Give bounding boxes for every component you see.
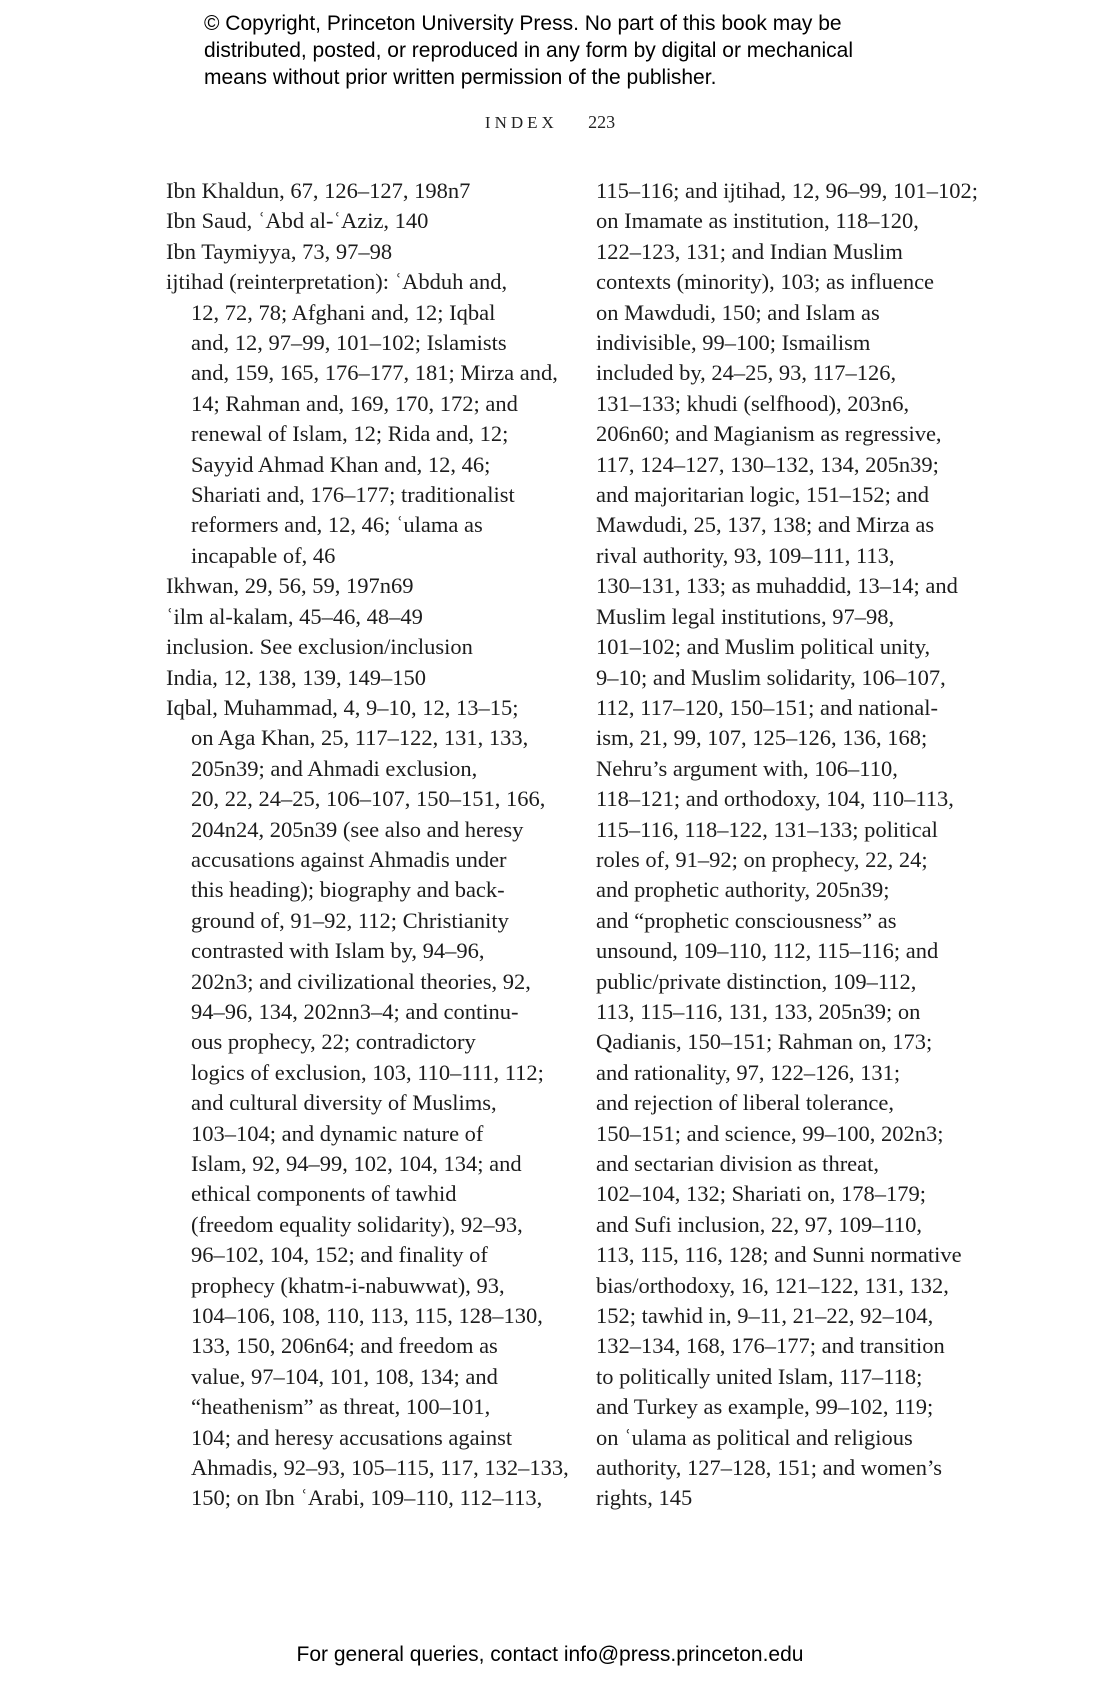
index-subentry-line: and, 159, 165, 176–177, 181; Mirza and,	[191, 360, 558, 386]
running-head-label: INDEX	[484, 113, 558, 132]
index-subentry-line: 9–10; and Muslim solidarity, 106–107,	[596, 664, 946, 690]
index-subentry-line: 96–102, 104, 152; and finality of	[191, 1242, 488, 1268]
index-subentry-line: 112, 117–120, 150–151; and national-	[596, 694, 939, 720]
index-subentry-line: 20, 22, 24–25, 106–107, 150–151, 166,	[191, 786, 546, 812]
index-subentry-line: incapable of, 46	[191, 542, 336, 568]
index-subentry-line: and cultural diversity of Muslims,	[191, 1090, 497, 1116]
index-subentry-line: Islam, 92, 94–99, 102, 104, 134; and	[191, 1151, 522, 1176]
index-subentry-line: 101–102; and Muslim political unity,	[596, 634, 931, 660]
index-subentry-line: Ahmadis, 92–93, 105–115, 117, 132–133,	[191, 1455, 569, 1481]
index-subentry-line: ethical components of tawhid	[191, 1181, 457, 1207]
index-subentry-line: Sayyid Ahmad Khan and, 12, 46;	[191, 451, 491, 477]
index-entry-line: Iqbal, Muhammad, 4, 9–10, 12, 13–15;	[166, 694, 519, 720]
index-entry-line: ijtihad (reinterpretation): ʿAbduh and,	[166, 269, 508, 295]
index-subentry-line: reformers and, 12, 46; ʿulama as	[191, 512, 483, 538]
index-subentry-line: ism, 21, 99, 107, 125–126, 136, 168;	[596, 725, 928, 751]
index-subentry-line: 113, 115, 116, 128; and Sunni normative	[596, 1242, 962, 1268]
index-subentry-line: 118–121; and orthodoxy, 104, 110–113,	[596, 786, 954, 812]
index-subentry-line: and, 12, 97–99, 101–102; Islamists	[191, 330, 507, 356]
index-subentry-line: and Sufi inclusion, 22, 97, 109–110,	[596, 1211, 923, 1237]
running-head	[0, 112, 1100, 133]
index-subentry-line: value, 97–104, 101, 108, 134; and	[191, 1363, 498, 1389]
footer-contact: For general queries, contact info@press.princeton.edu	[296, 1643, 804, 1666]
index-subentry-line: 115–116; and ijtihad, 12, 96–99, 101–102;	[596, 178, 979, 203]
copyright-line: © Copyright, Princeton University Press. No part of this book may be	[204, 12, 842, 35]
index-subentry-line: and Turkey as example, 99–102, 119;	[596, 1394, 934, 1420]
index-subentry-line: unsound, 109–110, 112, 115–116; and	[596, 938, 939, 964]
index-subentry-line: 202n3; and civilizational theories, 92,	[191, 968, 531, 994]
index-subentry-line: on ʿulama as political and religious	[596, 1424, 913, 1450]
index-entry-line: Ibn Saud, ʿAbd al-ʿAziz, 140	[166, 208, 429, 234]
index-subentry-line: bias/orthodoxy, 16, 121–122, 131, 132,	[596, 1272, 949, 1298]
index-entry-line: India, 12, 138, 139, 149–150	[166, 664, 426, 690]
index-subentry-line: 115–116, 118–122, 131–133; political	[596, 816, 938, 842]
index-subentry-line: 131–133; khudi (selfhood), 203n6,	[596, 390, 910, 416]
copyright-line: distributed, posted, or reproduced in any form by digital or mechanical	[204, 39, 854, 62]
index-subentry-line: 104; and heresy accusations against	[191, 1424, 513, 1450]
index-subentry-line: and rationality, 97, 122–126, 131;	[596, 1059, 901, 1085]
index-subentry-line: Mawdudi, 25, 137, 138; and Mirza as	[596, 512, 935, 538]
index-subentry-line: 14; Rahman and, 169, 170, 172; and	[191, 390, 518, 416]
copyright-line: means without prior written permission of the publisher.	[204, 66, 717, 89]
index-entry-line: ʿilm al-kalam, 45–46, 48–49	[166, 603, 423, 629]
index-subentry-line: 150; on Ibn ʿArabi, 109–110, 112–113,	[191, 1485, 543, 1511]
index-subentry-line: “heathenism” as threat, 100–101,	[191, 1394, 491, 1420]
index-subentry-line: 12, 72, 78; Afghani and, 12; Iqbal	[191, 299, 496, 325]
index-subentry-line: (freedom equality solidarity), 92–93,	[191, 1211, 523, 1237]
index-subentry-line: indivisible, 99–100; Ismailism	[596, 330, 871, 356]
index-entry-line: Ibn Khaldun, 67, 126–127, 198n7	[166, 178, 471, 203]
index-subentry-line: Shariati and, 176–177; traditionalist	[191, 482, 515, 508]
index-subentry-line: 132–134, 168, 176–177; and transition	[596, 1333, 945, 1359]
index-subentry-line: Nehru’s argument with, 106–110,	[596, 755, 898, 781]
index-column-right	[596, 176, 979, 1514]
index-entry-line: Ibn Taymiyya, 73, 97–98	[166, 238, 393, 264]
index-subentry-line: Muslim legal institutions, 97–98,	[596, 603, 895, 629]
index-subentry-line: contexts (minority), 103; as influence	[596, 269, 935, 295]
index-subentry-line: 94–96, 134, 202nn3–4; and continu-	[191, 998, 519, 1024]
index-subentry-line: included by, 24–25, 93, 117–126,	[596, 360, 897, 386]
index-subentry-line: roles of, 91–92; on prophecy, 22, 24;	[596, 846, 928, 872]
index-subentry-line: ous prophecy, 22; contradictory	[191, 1029, 476, 1055]
index-subentry-line: 102–104, 132; Shariati on, 178–179;	[596, 1181, 926, 1207]
index-subentry-line: 117, 124–127, 130–132, 134, 205n39;	[596, 451, 939, 477]
index-subentry-line: 205n39; and Ahmadi exclusion,	[191, 755, 478, 781]
index-subentry-line: 204n24, 205n39 (see also and heresy	[191, 816, 524, 842]
index-subentry-line: 150–151; and science, 99–100, 202n3;	[596, 1120, 944, 1146]
index-subentry-line: Qadianis, 150–151; Rahman on, 173;	[596, 1029, 933, 1055]
index-subentry-line: on Imamate as institution, 118–120,	[596, 208, 919, 234]
copyright-notice	[204, 10, 924, 91]
index-subentry-line: rights, 145	[596, 1485, 693, 1511]
index-entry-line: Ikhwan, 29, 56, 59, 197n69	[166, 573, 414, 599]
index-subentry-line: rival authority, 93, 109–111, 113,	[596, 542, 895, 568]
index-subentry-line: and sectarian division as threat,	[596, 1151, 880, 1176]
index-subentry-line: on Mawdudi, 150; and Islam as	[596, 299, 880, 325]
index-column-left	[166, 176, 569, 1514]
index-subentry-line: and majoritarian logic, 151–152; and	[596, 482, 930, 508]
index-subentry-line: 103–104; and dynamic nature of	[191, 1120, 484, 1146]
index-subentry-line: and rejection of liberal tolerance,	[596, 1090, 894, 1116]
index-subentry-line: and prophetic authority, 205n39;	[596, 877, 890, 903]
index-subentry-line: 104–106, 108, 110, 113, 115, 128–130,	[191, 1303, 543, 1329]
index-subentry-line: this heading); biography and back-	[191, 877, 505, 903]
index-subentry-line: on Aga Khan, 25, 117–122, 131, 133,	[191, 725, 529, 751]
page-number: 223	[588, 112, 616, 132]
index-subentry-line: ground of, 91–92, 112; Christianity	[191, 907, 509, 933]
index-entry-line: inclusion. See exclusion/inclusion	[166, 634, 473, 660]
index-subentry-line: 133, 150, 206n64; and freedom as	[191, 1333, 498, 1359]
index-subentry-line: contrasted with Islam by, 94–96,	[191, 938, 485, 964]
index-subentry-line: 130–131, 133; as muhaddid, 13–14; and	[596, 573, 958, 599]
index-subentry-line: 152; tawhid in, 9–11, 21–22, 92–104,	[596, 1303, 934, 1329]
index-subentry-line: to politically united Islam, 117–118;	[596, 1363, 923, 1389]
index-subentry-line: renewal of Islam, 12; Rida and, 12;	[191, 421, 509, 447]
index-subentry-line: prophecy (khatm-i-nabuwwat), 93,	[191, 1272, 505, 1298]
index-subentry-line: 122–123, 131; and Indian Muslim	[596, 238, 903, 264]
index-subentry-line: accusations against Ahmadis under	[191, 846, 507, 872]
index-subentry-line: authority, 127–128, 151; and women’s	[596, 1455, 943, 1481]
index-subentry-line: logics of exclusion, 103, 110–111, 112;	[191, 1059, 544, 1085]
index-subentry-line: 206n60; and Magianism as regressive,	[596, 421, 942, 447]
index-subentry-line: and “prophetic consciousness” as	[596, 907, 897, 933]
index-subentry-line: public/private distinction, 109–112,	[596, 968, 917, 994]
index-subentry-line: 113, 115–116, 131, 133, 205n39; on	[596, 998, 921, 1024]
